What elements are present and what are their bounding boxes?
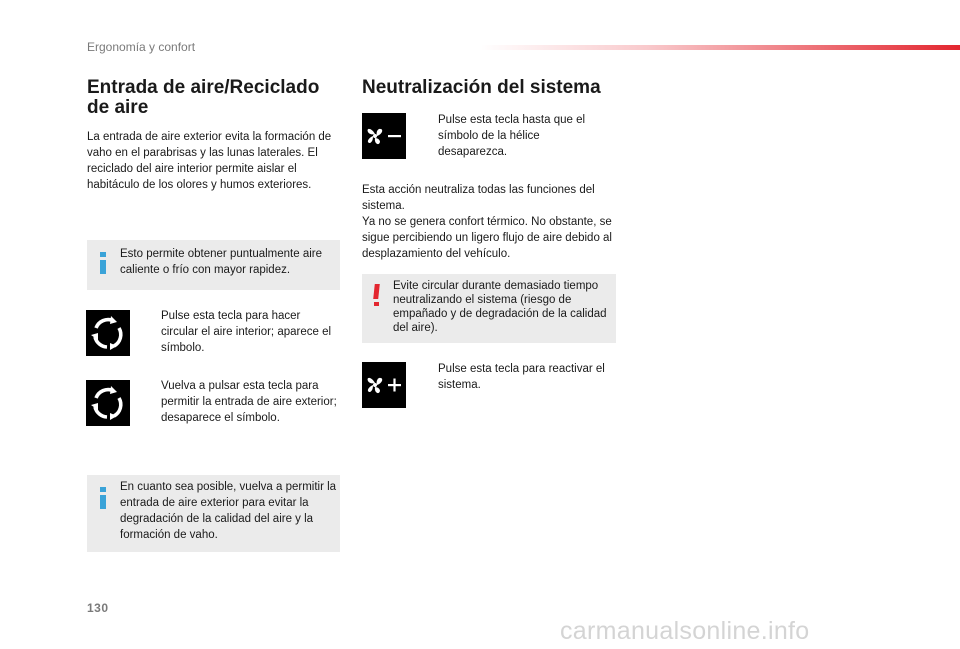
header-accent-bar [480,45,960,50]
left-step1-text: Pulse esta tecla para hacer circular el aire interior; aparece el símbolo. [161,310,332,354]
fan-minus-button-image [362,113,406,159]
recirculation-icon [86,380,130,426]
fan-minus-icon [362,113,406,159]
right-step2-text: Pulse esta tecla para reactivar el sistema. [438,363,605,391]
right-para1-text: Esta acción neutraliza todas las funciones del sistema. [362,184,595,212]
fan-plus-icon [362,362,406,408]
right-section-heading: Neutralización del sistema [362,77,601,98]
recirculation-icon [86,310,130,356]
right-step1-text: Pulse esta tecla hasta que el símbolo de la hélice desaparezca. [438,114,586,158]
warning-box [362,274,616,343]
page-number: 130 [87,601,109,615]
recirculation-button-image [86,380,130,426]
left-step2-text: Vuelva a pulsar esta tecla para permitir la entrada de aire exterior; desaparece el símbolo. [161,380,337,424]
info-box-quick-heat [87,240,340,290]
info-box-air-quality [87,475,340,552]
info-icon [99,252,107,274]
fan-plus-button-image [362,362,406,408]
warning-text: Evite circular durante demasiado tiempo neutralizando el sistema (riesgo de empañado y de degradación de la calidad del aire). [393,280,607,334]
left-section-heading: Entrada de aire/Reciclado de aire [87,77,320,118]
recirculation-button-image [86,310,130,356]
info-icon [99,487,107,509]
right-para2-text: Ya no se genera confort térmico. No obstante, se sigue percibiendo un ligero flujo de aire debido al desplazamiento del vehículo. [362,216,612,260]
info-text-quick-heat: Esto permite obtener puntualmente aire caliente o frío con mayor rapidez. [120,248,323,276]
section-title: Ergonomía y confort [87,40,196,54]
watermark-text: carmanualsonline.info [560,617,810,645]
info-text-air-quality: En cuanto sea posible, vuelva a permitir la entrada de aire exterior para evitar la degradación de la calidad del aire y la formación de vaho. [120,481,337,541]
warning-icon [372,284,382,306]
left-intro-text: La entrada de aire exterior evita la formación de vaho en el parabrisas y las lunas laterales. El reciclado del aire interior permite aislar el habitáculo de los olores y humos exteriores. [87,131,332,191]
